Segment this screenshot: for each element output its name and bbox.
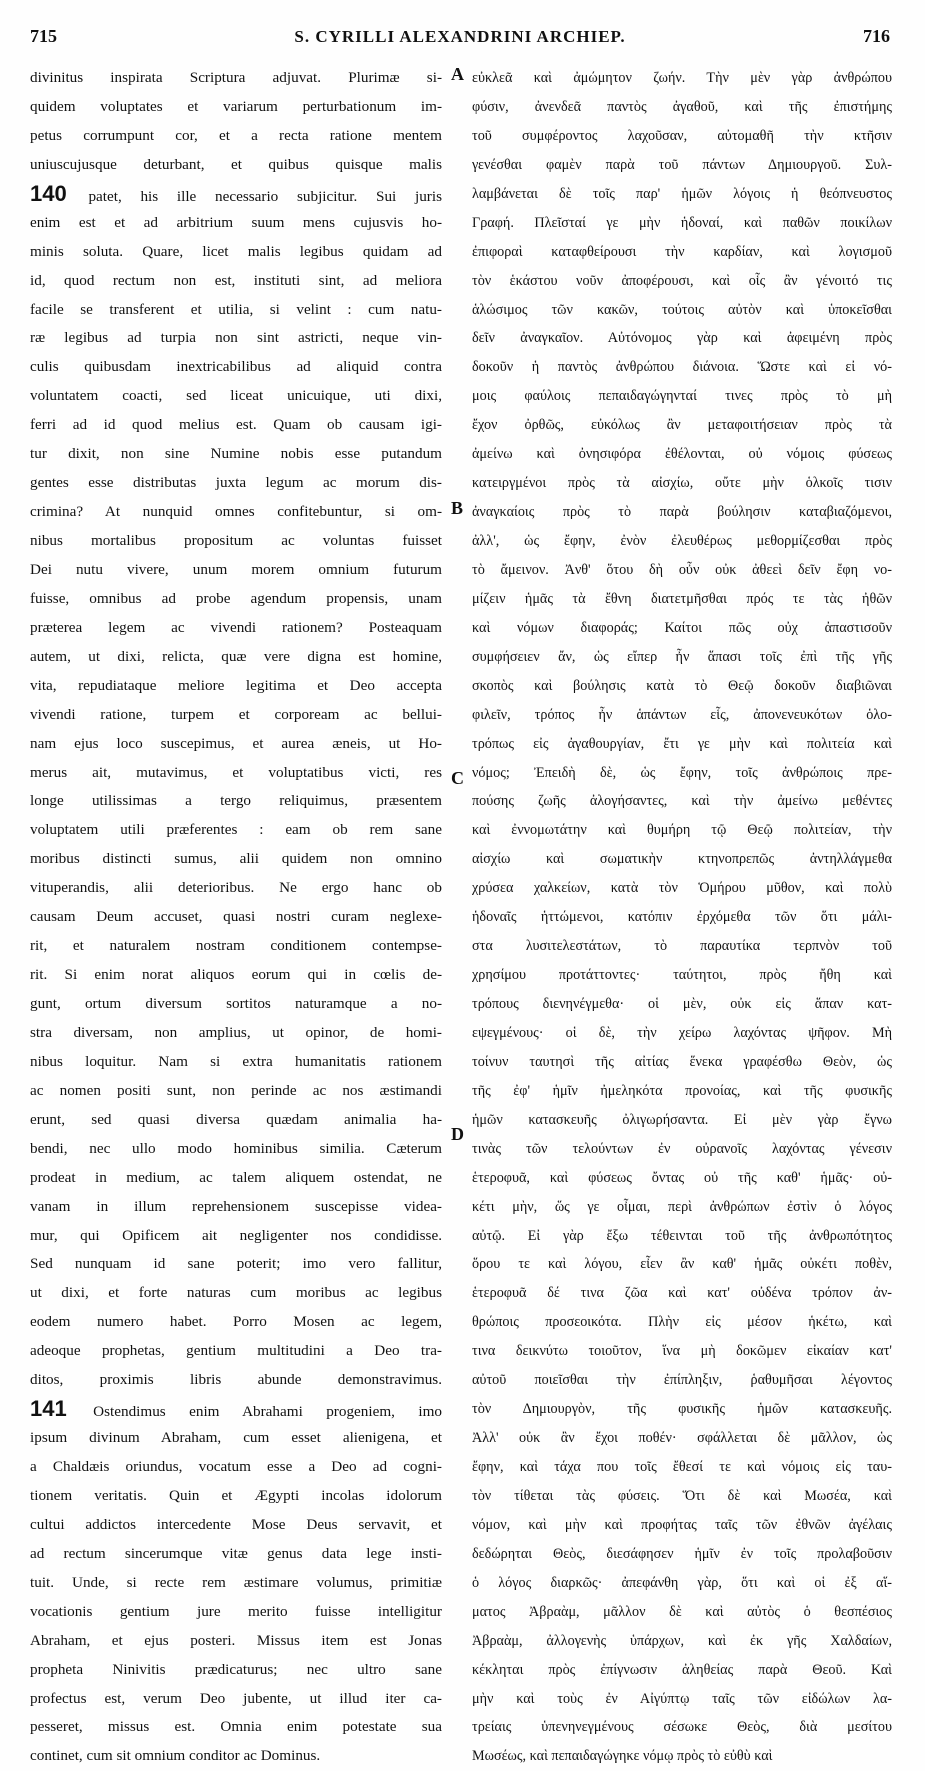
text-line bbox=[472, 382, 892, 411]
line-text: patet, his ille necessario subjicitur. Sui juris bbox=[88, 187, 442, 205]
line-text: κέκληται πρὸς ἐπίγνωσιν ἀληθείας παρὰ Θεοῦ. Καὶ bbox=[472, 1661, 892, 1678]
text-line bbox=[30, 440, 442, 469]
line-text: ἀναγκαίοις πρὸς τὸ παρὰ βούλησιν καταβιαζόμενοι, bbox=[472, 504, 892, 521]
line-text: præterea legem ac vivendi rationem? Posteaquam bbox=[30, 618, 442, 636]
line-text: tionem veritatis. Quin et Ægypti incolas idolorum bbox=[30, 1486, 442, 1504]
text-line bbox=[472, 1482, 892, 1511]
line-text: ἔφην, καὶ τάχα που τοῖς ἔθεσί τε καὶ νόμοις εἰς ταυ- bbox=[472, 1459, 892, 1475]
line-text: continet, cum sit omnium conditor ac Dominus. bbox=[30, 1747, 321, 1765]
line-text: adeoque prophetas, gentium multitudini a Deo tra- bbox=[30, 1342, 442, 1360]
line-text: prodeat in medium, ac talem aliquem ostendat, ne bbox=[30, 1168, 442, 1186]
text-line bbox=[472, 1453, 892, 1482]
line-text: ferri ad id quod melius est. Quam ob causam igi- bbox=[30, 416, 442, 434]
margin-letter-a: A bbox=[451, 64, 464, 84]
text-line bbox=[30, 556, 442, 585]
text-line bbox=[30, 643, 442, 672]
line-text: τρόπως εἰς ἀγαθουργίαν, ἔτι γε μὴν καὶ πολιτεία καὶ bbox=[472, 735, 892, 752]
line-text: petus corrumpunt cor, et a recta ratione mentem bbox=[30, 126, 442, 144]
line-text: ἡμῶν κατασκευῆς ὀλιγωρήσαντα. Εἰ μὲν γὰρ ἔγνω bbox=[472, 1111, 892, 1128]
line-text: nibus loquitur. Nam si extra humanitatis rationem bbox=[30, 1052, 442, 1070]
text-line bbox=[472, 1279, 892, 1308]
line-text: τὸ ἄμεινον. Ἀνθ' ὅτου δὴ οὖν οὐκ ἀθεεὶ δεῖν ἔφη νο- bbox=[472, 561, 892, 578]
text-line bbox=[472, 267, 892, 296]
text-line bbox=[472, 1135, 892, 1164]
text-line bbox=[30, 209, 442, 238]
line-text: vituperandis, alii deterioribus. Ne ergo hanc ob bbox=[30, 879, 442, 897]
line-text: vanam in illum reprehensionem suscepisse videa- bbox=[30, 1197, 442, 1215]
line-text: μοις φαύλοις πεπαιδαγώγηνταί τινες πρὸς τὸ μὴ bbox=[472, 388, 892, 405]
line-text: Sed nunquam id sane poterit; imo vero fallitur, bbox=[30, 1255, 442, 1273]
text-line bbox=[30, 730, 442, 759]
line-text: τρόπους διενηνέγμεθα· οἱ μὲν, οὐκ εἰς ἅπαν κατ- bbox=[472, 996, 892, 1012]
line-text: tur dixit, non sine Numine nobis esse putandum bbox=[30, 445, 442, 463]
text-line bbox=[30, 701, 442, 730]
text-line bbox=[30, 1164, 442, 1193]
text-line bbox=[30, 64, 442, 93]
section-number: 140 bbox=[30, 180, 67, 206]
line-text: δοκοῦν ἡ παντὸς ἀνθρώπου διάνοια. Ὥστε καὶ εἰ νό- bbox=[472, 359, 892, 376]
line-text: ἐπιφοραὶ καταφθείρουσι τὴν καρδίαν, καὶ λογισμοῦ bbox=[472, 243, 892, 260]
text-line bbox=[30, 845, 442, 874]
line-text: αὐτοῦ ποιεῖσθαι τὴν ἐπίπληξιν, ῥαθυμῆσαι λέγοντος bbox=[472, 1372, 892, 1389]
line-text: στα λυσιτελεστάτων, τὸ παραυτίκα τερπνὸν τοῦ bbox=[472, 938, 892, 955]
line-text: Μωσέως, καὶ πεπαιδαγώγηκε νόμῳ πρὸς τὸ εὐθὺ καὶ bbox=[472, 1748, 773, 1765]
line-text: vocationis gentium jure merito fuisse intelligitur bbox=[30, 1602, 442, 1620]
text-line bbox=[472, 151, 892, 180]
line-text: πούσης ζωῆς ἀλογήσαντες, καὶ τὴν ἀμείνω μεθέντες bbox=[472, 793, 892, 810]
line-text: divinitus inspirata Scriptura adjuvat. Plurimæ si- bbox=[30, 69, 442, 86]
line-text: λαμβάνεται δὲ τοῖς παρ' ἡμῶν λόγοις ἡ θεόπνευστος bbox=[472, 185, 892, 202]
line-text: τοῦ συμφέροντος λαχοῦσαν, αὐτομαθῆ τὴν κτῆσιν bbox=[472, 127, 892, 144]
text-line bbox=[30, 93, 442, 122]
text-line bbox=[472, 1019, 892, 1048]
line-text: ὁ λόγος διαρκῶς· ἀπεφάνθη γὰρ, ὅτι καὶ οἱ ἐξ αἵ- bbox=[472, 1574, 892, 1591]
line-text: ἡδοναῖς ἡττώμενοι, κατόπιν ἐρχόμεθα τῶν ὅτι μάλι- bbox=[472, 909, 892, 926]
line-text: δεδώρηται Θεὸς, διεσάφησεν ἡμῖν ἐν τοῖς προλαβοῦσιν bbox=[472, 1545, 892, 1562]
line-text: vita, repudiataque meliore legitima et Deo accepta bbox=[30, 676, 442, 694]
text-line bbox=[472, 759, 892, 788]
line-text: αὐτῷ. Εἰ γὰρ ἔξω τέθεινται τοῦ τῆς ἀνθρωπότητος bbox=[472, 1227, 892, 1244]
margin-letter-b: B bbox=[451, 498, 464, 518]
text-line bbox=[472, 498, 892, 527]
text-line bbox=[30, 498, 442, 527]
text-line bbox=[30, 1250, 442, 1279]
page-header bbox=[30, 26, 890, 56]
text-line bbox=[472, 64, 892, 93]
line-text: ræ legibus ad turpia non sint astricti, neque vin- bbox=[30, 329, 442, 347]
text-line bbox=[472, 1222, 892, 1251]
greek-column bbox=[472, 64, 892, 1771]
line-text: ac nomen positi sunt, non perinde ac nos æstimandi bbox=[30, 1081, 442, 1099]
text-line bbox=[472, 1193, 892, 1222]
text-line bbox=[30, 990, 442, 1019]
line-text: ἁλώσιμος τῶν κακῶν, τούτοις αὐτὸν καὶ ὑποκεῖσθαι bbox=[472, 301, 892, 318]
text-line bbox=[30, 1106, 442, 1135]
text-line bbox=[472, 209, 892, 238]
text-line bbox=[30, 672, 442, 701]
line-text: rit. Si enim norat aliquos eorum qui in cœlis de- bbox=[30, 966, 442, 984]
text-line bbox=[472, 903, 892, 932]
text-line bbox=[30, 1193, 442, 1222]
text-line bbox=[472, 672, 892, 701]
text-line bbox=[472, 643, 892, 672]
line-text: profectus est, verum Deo jubente, ut illud iter ca- bbox=[30, 1689, 442, 1707]
line-text: τὸν τίθεται τὰς φύσεις. Ὅτι δὲ καὶ Μωσέα, καὶ bbox=[472, 1487, 892, 1504]
text-line bbox=[30, 787, 442, 816]
text-line bbox=[472, 1164, 892, 1193]
text-line bbox=[30, 324, 442, 353]
line-text: χρησίμου προτάττοντες· ταύτητοι, πρὸς ἤθη καὶ bbox=[472, 967, 892, 984]
text-line bbox=[472, 1077, 892, 1106]
text-line bbox=[472, 93, 892, 122]
text-line bbox=[30, 151, 442, 180]
text-line bbox=[472, 990, 892, 1019]
line-text: χρύσεα χαλκείων, κατὰ τὸν Ὁμήρου μῦθον, καὶ πολὺ bbox=[472, 880, 892, 897]
line-text: μίζειν ἡμᾶς τὰ ἔθνη διατετμῆσθαι πρός τε τὰς ἠθῶν bbox=[472, 590, 892, 607]
text-line bbox=[30, 1685, 442, 1714]
text-line bbox=[472, 585, 892, 614]
line-text: erunt, sed quasi diversa quædam animalia ha- bbox=[30, 1110, 442, 1128]
line-text: τὸν Δημιουργὸν, τῆς φυσικῆς ἡμῶν κατασκευῆς. bbox=[472, 1401, 892, 1418]
line-text: merus ait, mutavimus, et voluptatibus victi, res bbox=[30, 763, 442, 781]
line-text: facile se transferent et utilia, si velint : cum natu- bbox=[30, 300, 442, 318]
text-line bbox=[30, 527, 442, 556]
text-line bbox=[472, 874, 892, 903]
page-number-right: 716 bbox=[863, 26, 890, 46]
text-line bbox=[472, 440, 892, 469]
text-line bbox=[30, 1627, 442, 1656]
text-line bbox=[472, 845, 892, 874]
text-line bbox=[30, 585, 442, 614]
line-text: Ἀλλ' οὐκ ἂν ἔχοι ποθέν· σφάλλεται δὲ μᾶλλον, ὡς bbox=[472, 1430, 892, 1447]
text-line bbox=[472, 353, 892, 382]
line-text: νόμον, καὶ μὴν καὶ προφήτας ταῖς τῶν ἐθνῶν ἀγέλαις bbox=[472, 1516, 892, 1533]
line-text: stra diversam, non amplius, ut opinor, de homi- bbox=[30, 1023, 442, 1041]
text-line bbox=[30, 411, 442, 440]
line-text: gentes esse distributas juxta legum ac morum dis- bbox=[30, 474, 442, 492]
text-line bbox=[30, 614, 442, 643]
line-text: mur, qui Opificem ait negligenter nos condidisse. bbox=[30, 1226, 442, 1244]
text-line bbox=[30, 1395, 442, 1424]
line-text: a Chaldæis oriundus, vocatum esse a Deo ad cogni- bbox=[30, 1458, 442, 1475]
line-text: ἀμείνω καὶ ὀνησιφόρα ἐθέλονται, οὐ νόμοις φύσεως bbox=[472, 446, 892, 463]
line-text: γενέσθαι φαμὲν παρὰ τοῦ πάντων Δημιουργοῦ. Συλ- bbox=[472, 156, 892, 173]
text-line bbox=[30, 816, 442, 845]
text-line bbox=[472, 527, 892, 556]
line-text: causam Deum accuset, quasi nostri curam neglexe- bbox=[30, 908, 442, 926]
text-line bbox=[30, 1077, 442, 1106]
text-line bbox=[30, 180, 442, 209]
text-line bbox=[30, 353, 442, 382]
text-line bbox=[30, 759, 442, 788]
line-text: crimina? At nunquid omnes confitebuntur, si om- bbox=[30, 503, 442, 521]
text-line bbox=[30, 1279, 442, 1308]
text-line bbox=[30, 382, 442, 411]
text-line bbox=[472, 614, 892, 643]
text-line bbox=[472, 961, 892, 990]
line-text: minis soluta. Quare, licet malis legibus quidam ad bbox=[30, 242, 442, 260]
line-text: cultui addictos intercedente Mose Deus servavit, et bbox=[30, 1515, 442, 1533]
text-line bbox=[472, 411, 892, 440]
line-text: ut dixi, et forte naturas cum moribus ac legibus bbox=[30, 1284, 442, 1302]
text-line bbox=[472, 1048, 892, 1077]
text-line bbox=[472, 701, 892, 730]
line-text: συμφήσειεν ἄν, ὡς εἴπερ ἦν ἅπασι τοῖς ἐπὶ τῆς γῆς bbox=[472, 648, 892, 665]
line-text: Dei nutu vivere, unum morem omnium futurum bbox=[30, 560, 442, 578]
text-line bbox=[472, 122, 892, 151]
line-text: δεῖν ἀναγκαῖον. Αὐτόνομος γὰρ καὶ ἀφειμένη πρὸς bbox=[472, 330, 892, 347]
line-text: καὶ νόμων διαφοράς; Καίτοι πῶς οὐχ ἀπαστισοῦν bbox=[472, 619, 892, 636]
text-line bbox=[30, 469, 442, 498]
text-line bbox=[30, 1482, 442, 1511]
line-text: φύσιν, ἀνενδεᾶ παντὸς ἀγαθοῦ, καὶ τῆς ἐπιστήμης bbox=[472, 98, 892, 115]
text-line bbox=[472, 1250, 892, 1279]
text-line bbox=[30, 238, 442, 267]
text-line bbox=[472, 1308, 892, 1337]
line-text: autem, ut dixi, relicta, quæ vere digna est homine, bbox=[30, 647, 442, 665]
line-text: ἀλλ', ὡς ἔφην, ἐνὸν ἐλευθέρως μεθορμίζεσθαι πρὸς bbox=[472, 533, 892, 549]
line-text: νόμος; Ἐπειδὴ δὲ, ὡς ἔφην, τοῖς ἀνθρώποις πρε- bbox=[472, 764, 892, 781]
margin-letter-c: C bbox=[451, 768, 464, 788]
text-line bbox=[472, 1627, 892, 1656]
line-text: nibus mortalibus propositum ac voluntas fuisset bbox=[30, 532, 442, 549]
line-text: nam ejus loco suscepimus, et aurea æneis, ut Ho- bbox=[30, 734, 442, 752]
line-text: εὐκλεᾶ καὶ ἀμώμητον ζωήν. Τὴν μὲν γὰρ ἀνθρώπου bbox=[472, 70, 892, 86]
line-text: τινὰς τῶν τελούντων ἐν οὐρανοῖς λαχόντας γένεσιν bbox=[472, 1140, 892, 1157]
text-line bbox=[30, 903, 442, 932]
line-text: Γραφή. Πλεῖσταί γε μὴν ἡδοναί, καὶ παθῶν ποικίλων bbox=[472, 214, 892, 231]
text-line bbox=[472, 1511, 892, 1540]
latin-column bbox=[30, 64, 442, 1771]
text-line bbox=[30, 1337, 442, 1366]
line-text: id, quod rectum non est, instituti sint, ad meliora bbox=[30, 271, 442, 289]
line-text: longe utilissimas a tergo reliquimus, præsentem bbox=[30, 792, 442, 810]
text-line bbox=[30, 961, 442, 990]
text-line bbox=[472, 1106, 892, 1135]
line-text: ἑτεροφυᾶ δέ τινα ζῶα καὶ κατ' οὐδένα τρόπον ἀν- bbox=[472, 1285, 892, 1302]
text-line bbox=[30, 1135, 442, 1164]
text-line bbox=[472, 1540, 892, 1569]
text-line bbox=[472, 1713, 892, 1742]
line-text: ἔχον ὀρθῶς, εὐκόλως ἂν μεταφοιτήσειαν πρὸς τὰ bbox=[472, 417, 892, 434]
line-text: κέτι μὴν, ὥς γε οἶμαι, περὶ ἀνθρώπων ἐστὶν ὁ λόγος bbox=[472, 1198, 892, 1215]
line-text: τρείαις ὑπενηνεγμένους σέσωκε Θεὸς, διὰ μεσίτου bbox=[472, 1719, 892, 1736]
line-text: εψεγμένους· οἱ δὲ, τὴν χείρω λαχόντας ψῆφον. Μὴ bbox=[472, 1024, 892, 1041]
text-line bbox=[472, 816, 892, 845]
text-line bbox=[472, 296, 892, 325]
text-line bbox=[30, 1742, 442, 1771]
line-text: ad rectum sincerumque vitæ genus data lege insti- bbox=[30, 1544, 442, 1562]
line-text: σκοπὸς καὶ βούλησις κατὰ τὸ Θεῷ δοκοῦν διαβιῶναι bbox=[472, 677, 892, 694]
text-line bbox=[30, 1308, 442, 1337]
page-number-left: 715 bbox=[30, 26, 57, 46]
line-text: voluptatem utili præferentes : eam ob rem sane bbox=[30, 821, 442, 839]
line-text: καὶ ἐννομωτάτην καὶ θυμήρη τῷ Θεῷ πολιτείαν, τὴν bbox=[472, 822, 892, 839]
line-text: fuisse, omnibus ad probe agendum propensis, unam bbox=[30, 589, 442, 607]
line-text: τὸν ἑκάστου νοῦν ἀποφέρουσι, καὶ οἷς ἂν γένοιτό τις bbox=[472, 272, 892, 289]
text-line bbox=[30, 122, 442, 151]
line-text: ditos, proximis libris abunde demonstravimus. bbox=[30, 1371, 442, 1389]
text-line bbox=[472, 180, 892, 209]
line-text: ὅρου τε καὶ λόγου, εἶεν ἂν καθ' ἡμᾶς οὐκέτι ποθὲν, bbox=[472, 1256, 892, 1273]
section-number: 141 bbox=[30, 1396, 67, 1422]
line-text: voluntatem coacti, sed liceat unicuique, uti dixi, bbox=[30, 387, 442, 405]
text-line bbox=[472, 1685, 892, 1714]
line-text: moribus distincti sumus, alii quidem non omnino bbox=[30, 850, 442, 868]
text-line bbox=[30, 1511, 442, 1540]
line-text: rit, et naturalem nostram conditionem contempse- bbox=[30, 937, 442, 955]
line-text: gunt, ortum diversum sortitos naturamque a no- bbox=[30, 995, 442, 1012]
text-line bbox=[30, 1222, 442, 1251]
line-text: Abraham, et ejus posteri. Missus item est Jonas bbox=[30, 1631, 442, 1649]
margin-letter-d: D bbox=[451, 1124, 464, 1144]
text-line bbox=[30, 1019, 442, 1048]
text-line bbox=[472, 1569, 892, 1598]
text-line bbox=[472, 1395, 892, 1424]
line-text: quidem voluptates et variarum perturbationum im- bbox=[30, 97, 442, 115]
text-line bbox=[472, 1742, 892, 1771]
line-text: vivendi ratione, turpem et corpoream ac bellui- bbox=[30, 705, 442, 723]
line-text: uniuscujusque deturbant, et quibus quisque malis bbox=[30, 155, 442, 173]
line-text: enim est et ad arbitrium suum mens cujusvis ho- bbox=[30, 213, 442, 231]
text-line bbox=[472, 1337, 892, 1366]
line-text: bendi, nec ullo modo hominibus similia. Cæterum bbox=[30, 1139, 442, 1157]
line-text: eodem numero habet. Porro Mosen ac legem, bbox=[30, 1313, 442, 1331]
text-line bbox=[30, 1424, 442, 1453]
text-line bbox=[472, 1366, 892, 1395]
line-text: ἑτεροφυᾶ, καὶ φύσεως ὄντας οὐ τῆς καθ' ἡμᾶς· οὐ- bbox=[472, 1169, 892, 1186]
text-line bbox=[30, 1048, 442, 1077]
line-text: ματος Ἀβραὰμ, μᾶλλον δὲ καὶ αὐτὸς ὁ θεσπέσιος bbox=[472, 1603, 892, 1620]
text-line bbox=[30, 1598, 442, 1627]
text-line bbox=[30, 267, 442, 296]
line-text: culis quibusdam inextricabilibus ad aliquid contra bbox=[30, 358, 442, 376]
text-line bbox=[30, 932, 442, 961]
text-line bbox=[30, 1713, 442, 1742]
line-text: Ostendimus enim Abrahami progeniem, imo bbox=[93, 1403, 442, 1421]
text-line bbox=[472, 238, 892, 267]
line-text: propheta Ninivitis prædicaturus; nec ultro sane bbox=[30, 1660, 442, 1678]
line-text: ipsum divinum Abraham, cum esset alienigena, et bbox=[30, 1429, 442, 1447]
text-line bbox=[472, 932, 892, 961]
line-text: τινα δεικνύτω τοιοῦτον, ἵνα μὴ δοκῶμεν εἰκαίαν κατ' bbox=[472, 1343, 892, 1360]
text-line bbox=[30, 874, 442, 903]
text-line bbox=[472, 469, 892, 498]
text-line bbox=[30, 1366, 442, 1395]
line-text: pesseret, missus est. Omnia enim potestate sua bbox=[30, 1718, 442, 1736]
text-line bbox=[30, 296, 442, 325]
line-text: θρώποις προσεοικότα. Πλὴν εἰς μέσον ἡκέτω, καὶ bbox=[472, 1314, 892, 1331]
text-line bbox=[30, 1569, 442, 1598]
text-line bbox=[472, 787, 892, 816]
line-text: τοίνυν ταυτησὶ τῆς αἰτίας ἕνεκα γραφέσθω Θεὸν, ὡς bbox=[472, 1053, 892, 1070]
text-line bbox=[30, 1656, 442, 1685]
line-text: κατειργμένοι πρὸς τὰ αἰσχίω, οὔτε μὴν ὁλκοῖς τισιν bbox=[472, 475, 892, 492]
line-text: αἰσχίω καὶ σωματικὴν κτηνοπρεπῶς ἀντηλλάγμεθα bbox=[472, 851, 892, 868]
text-line bbox=[472, 324, 892, 353]
line-text: μὴν καὶ τοὺς ἐν Αἰγύπτῳ ταῖς τῶν εἰδώλων λα- bbox=[472, 1690, 892, 1707]
running-title: S. CYRILLI ALEXANDRINI ARCHIEP. bbox=[294, 27, 626, 46]
line-text: τῆς ἐφ' ἡμῖν ἠμεληκότα προνοίας, καὶ τῆς φυσικῆς bbox=[472, 1082, 892, 1099]
text-line bbox=[472, 1598, 892, 1627]
line-text: Ἀβραὰμ, ἀλλογενὴς ὑπάρχων, καὶ ἐκ γῆς Χαλδαίων, bbox=[472, 1632, 892, 1649]
text-line bbox=[472, 1424, 892, 1453]
text-line bbox=[472, 556, 892, 585]
text-line bbox=[472, 1656, 892, 1685]
text-line bbox=[30, 1540, 442, 1569]
line-text: φιλεῖν, τρόπος ἦν ἁπάντων εἷς, ἀπονενευκότων ὁλο- bbox=[472, 706, 892, 723]
line-text: tuit. Unde, si recte rem æstimare volumus, primitiæ bbox=[30, 1573, 442, 1591]
text-line bbox=[30, 1453, 442, 1482]
text-line bbox=[472, 730, 892, 759]
